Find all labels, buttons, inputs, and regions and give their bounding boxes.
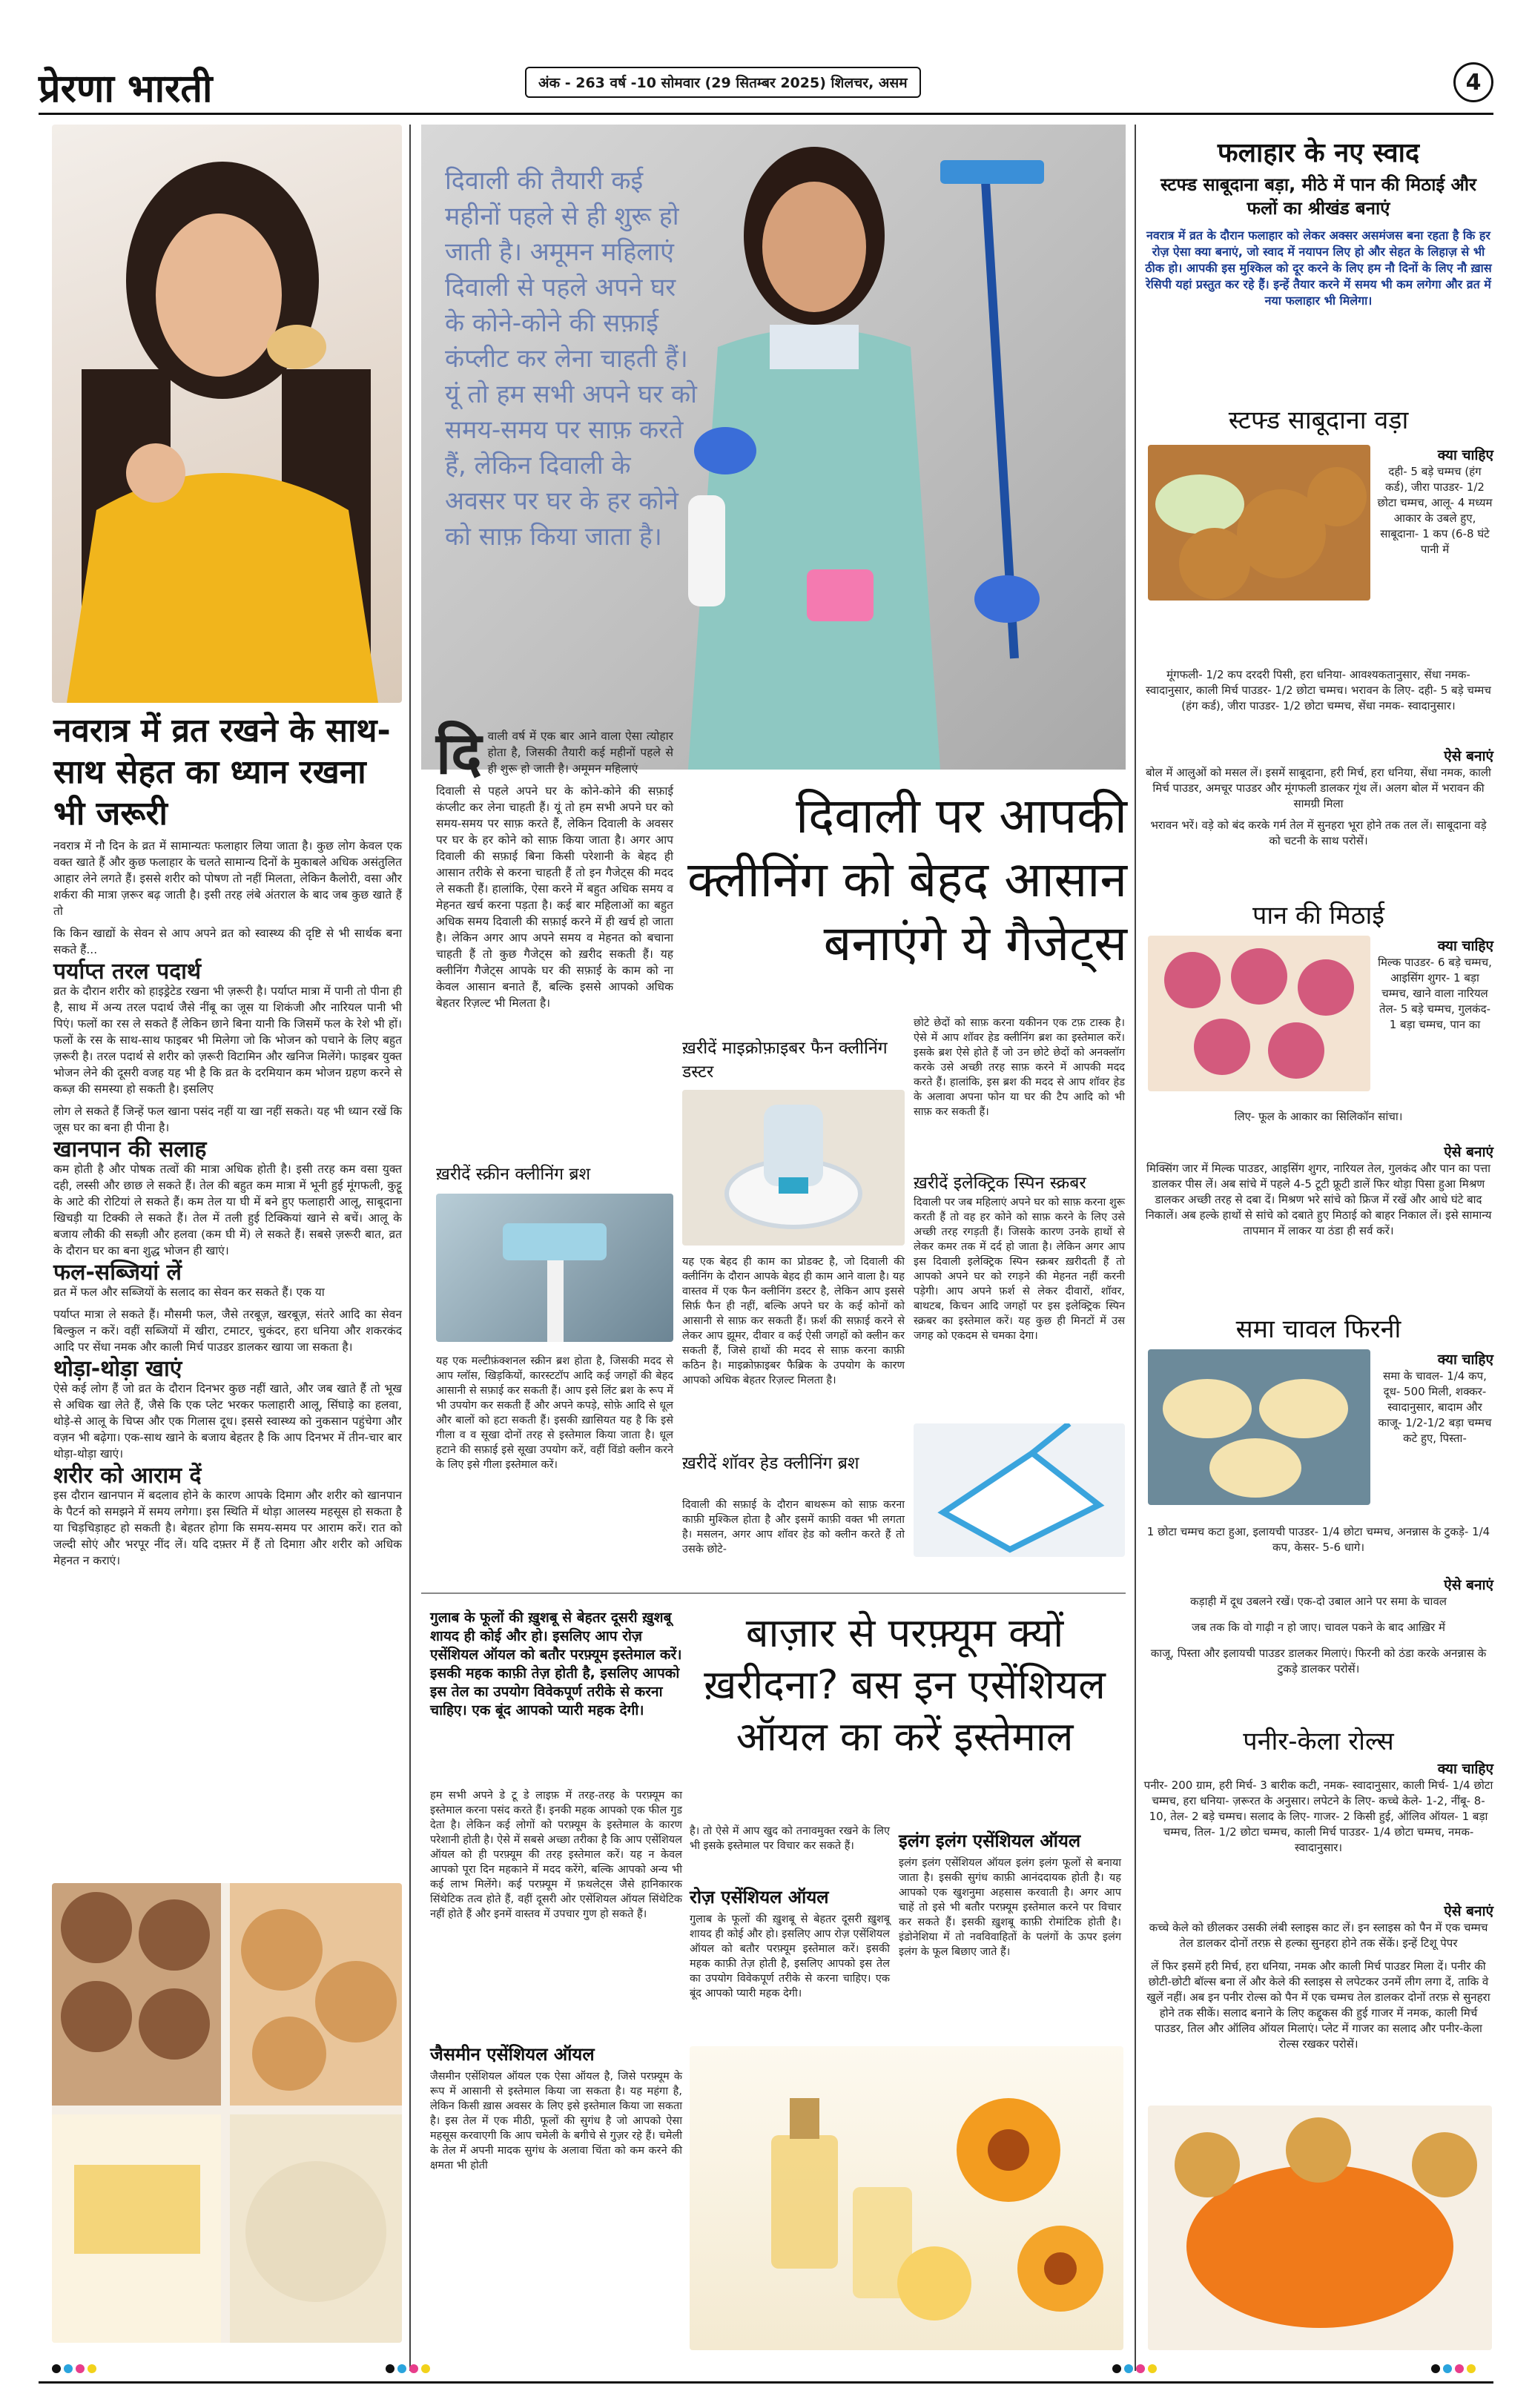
screen-brush-photo <box>436 1194 673 1342</box>
gadget-text: दिवाली पर जब महिलाएं अपने घर को साफ़ करना शुरू करती हैं तो वह हर कोने को साफ़ करने के लिए उसे अच्छी तरह रगड़ती हैं। जिसके कारण उनके हाथों से लेकर कमर तक में दर्द हो जाता है। लेकिन अगर आप इस दिवाली इलेक्ट्रिक स्पिन स्क्रबर ख़रीदती हैं तो आपको अपने घर को रगड़ने की मेहनत नहीं करनी पड़ेगी। आप अपने फ़र्श से लेकर दीवारों, शॉवर, बाथटब, किचन आदि जगहों पर इस इलेक्ट्रिक स्पिन स्क्रबर का इस्तेमाल करें। यह कुछ ही मिनटों में उस जगह को एकदम से चमका देगा। <box>914 1197 1125 1342</box>
recipe-method <box>1143 1572 1493 1677</box>
perfume-intro: हम सभी अपने डे टू डे लाइफ़ में तरह-तरह के परफ़्यूम का इस्तेमाल करना पसंद करते हैं। इनकी महक आपको एक फील गुड देता है। लेकिन कई लोगों को परफ़्यूम के इस्तेमाल के कारण परेशानी होती है। ऐसे में सबसे अच्छा तरीका है कि आप एसेंशियल ऑयल को ही परफ़्यूम की तरह इस्तेमाल करें। यह न केवल आपको पूरा दिन महकाने में मदद करेंगे, बल्कि आपको अन्य भी कई लाभ मिलेंगे। कई परफ़्यूम में फ़थलेट्स जैसे हानिकारक सिंथेटिक तत्व होते हैं, वहीं दूसरी ओर एसेंशियल ऑयल सिंथेटिक नहीं होते हैं और इनमें वास्तव में उपचार गुण हो सकते हैं। <box>430 1790 682 1920</box>
paneer-roll-photo <box>1148 2106 1492 2350</box>
ingredients-text: मिल्क पाउडर- 6 बड़े चम्मच, आइसिंग शुगर- 1 बड़ा चम्मच, खाने वाला नारियल तेल- 5 बड़े चम्मच, गुलकंद- 1 बड़ा चम्मच, पान का <box>1378 956 1492 1031</box>
navratri-headline: नवरात्र में व्रत रखने के साथ-साथ सेहत का ध्यान रखना भी जरूरी <box>53 712 391 833</box>
method-text: बोल में आलुओं को मसल लें। इसमें साबूदाना, हरी मिर्च, हरा धनिया, सेंधा नमक, काली मिर्च पाउडर, अमचूर पाउडर और मूंगफली डालकर गूंथ लें। अलग बोल में भरावन की सामग्री मिला <box>1146 766 1491 810</box>
gadget-text: छोटे छेदों को साफ़ करना यकीनन एक टफ़ टास्क है। ऐसे में आप शॉवर हेड क्लीनिंग ब्रश का इस्तेमाल करें। इसके ब्रश ऐसे होते हैं जो उन छोटे छेदों को अनक्लॉग करके उसे अच्छी तरह साफ़ करने में आपकी मदद करते हैं। हालांकि, इस ब्रश की मदद से आप शॉवर हेड के अलावा अपना फोन या घर की टैप आदि को भी साफ़ कर सकती हैं। <box>914 1017 1125 1118</box>
ylang-section <box>899 1824 1121 1959</box>
method-text: कड़ाही में दूध उबलने रखें। एक-दो उबाल आने पर समा के चावल <box>1190 1595 1447 1608</box>
oil-title: रोज़ एसेंशियल ऑयल <box>690 1887 829 1908</box>
method-text: काजू, पिस्ता और इलायची पाउडर डालकर मिलाएं। फिरनी को ठंडा करके अनन्नास के टुकड़े डालकर परोसें। <box>1150 1647 1487 1676</box>
gadget-title: ख़रीदें स्क्रीन क्लीनिंग ब्रश <box>436 1165 591 1184</box>
footer-color-dots <box>386 2362 433 2376</box>
phalahar-intro: नवरात्र में व्रत के दौरान फलाहार को लेकर अक्सर असमंजस बना रहता है कि हर रोज़ ऐसा क्या बनाएं, जो स्वाद में नयापन लिए हो और सेहत के लिहाज़ से भी ठीक हो। आपकी इस मुश्किल को दूर करने के लिए हम नौ दिनों के लिए नौ ख़ास रेसिपी यहां प्रस्तुत कर रहे हैं। इन्हें तैयार करने में समय भी कम लगेगा और व्रत में नया फलाहार भी मिलेगा। <box>1145 228 1492 308</box>
section-heading: थोड़ा-थोड़ा खाएं <box>53 1356 182 1382</box>
gadget-text: दिवाली की सफ़ाई के दौरान बाथरूम को साफ़ करना काफ़ी मुश्किल होता है और इसमें काफ़ी वक्त भी लगता है। मसलन, अगर आप शॉवर हेड को क्लीन करते हैं तो उसके छोटे- <box>682 1499 905 1555</box>
phalahar-title: फलाहार के नए स्वाद <box>1217 138 1420 168</box>
perfume-headline: बाज़ार से परफ़्यूम क्यों ख़रीदना? बस इन एसेंशियल ऑयल का करें इस्तेमाल <box>704 1610 1106 1760</box>
article-paragraph: दिवाली से पहले अपने घर के कोने-कोने की सफ़ाई कंप्लीट कर लेना चाहती हैं। यूं तो हम सभी अपने घर को समय-समय पर साफ़ करते हैं, लेकिन दिवाली के अवसर पर घर के हर कोने को साफ़ किया जाता है। अगर आप दिवाली की सफ़ाई बिना किसी परेशानी के बेहद ही आसान तरीके से करना चाहती हैं तो इन गैजेट्स की मदद ले सकती हैं। हालांकि, ऐसा करने में बहुत अधिक समय व मेहनत खर्च करना पड़ता है। कई बार महिलाओं का बहुत अधिक समय दिवाली की सफ़ाई करने में ही खर्च हो जाता है। लेकिन अगर आप अपने समय व मेहनत को बचाना चाहती हैं तो कुछ गैजेट्स को ख़रीद सकती हैं। यह क्लीनिंग गैजेट्स आपके घर की सफ़ाई के काम को ना केवल आसान बनाते हैं, बल्कि इससे आपको अधिक बेहतर रिज़ल्ट भी मिलता है। <box>436 784 673 1010</box>
section-heading: खानपान की सलाह <box>53 1137 207 1162</box>
kya-chahiye-label: क्या चाहिए <box>1437 938 1493 954</box>
ingredients-text: मूंगफली- 1/2 कप दरदरी पिसी, हरा धनिया- आवश्यकतानुसार, सेंधा नमक- स्वादानुसार, काली मिर्च पाउडर- 1/2 छोटा चम्मच। भरावन के लिए- दही- 5 बड़े चम्मच (हंग कर्ड), जीरा पाउडर- 1/2 छोटा चम्मच, सेंधा नमक- स्वादानुसार। <box>1146 668 1491 712</box>
gadget-spin-scrubber <box>914 1165 1125 1197</box>
kya-chahiye-label: क्या चाहिए <box>1437 1761 1493 1777</box>
article-paragraph: नवरात्र में नौ दिन के व्रत में सामान्यतः फलाहार लिया जाता है। कुछ लोग केवल एक वक्त खाते हैं और कुछ फलाहार के चलते सामान्य दिनों के मुकाबले अधिक असंतुलित आहार लेने लगते हैं। इससे शरीर को पोषण तो नहीं मिलता, लेकिन कैलोरी, वसा और शर्करा की मात्रा ज़रूर बढ़ जाती है। इसी तरह लंबे अंतराल के बाद जब कुछ खाते हैं तो <box>53 839 402 918</box>
jasmine-section <box>430 2037 682 2173</box>
essential-oil-photo <box>690 2046 1123 2350</box>
recipe-side-ingredients <box>1376 1349 1493 1446</box>
masthead-rule <box>39 113 1493 115</box>
gadget-text: यह एक मल्टीफ़ंक्शनल स्क्रीन ब्रश होता है, जिसकी मदद से आप ग्लॉस, खिड़कियों, कारस्टटॉप आदि कई जगहों की बेहद आसानी से सफ़ाई कर सकती हैं। आप इसे लिंट ब्रश के रूप में भी उपयोग कर सकती हैं और अपने कपड़े, सोफ़े आदि से धूल और बालों को हटा सकती हैं। इसकी ख़ासियत यह है कि इसे गीला व व सूखा दोनों तरह से इस्तेमाल किया जाता है। धूल हटाने की सफ़ाई इसे सूखा उपयोग करें, वहीं विंडो क्लीन करने के लिए इसे गीला इस्तेमाल करें। <box>436 1355 673 1471</box>
article-paragraph: कम होती है और पोषक तत्वों की मात्रा अधिक होती है। इसी तरह कम वसा युक्त दही, लस्सी और छाछ ले सकते हैं। तेल की बहुत कम मात्रा में भूनी हुई मूंगफली, कुट्टू के आटे की रोटियां ले सकते हैं। कम तेल या घी में बने हुए फलाहारी आलू, साबूदाना खिचड़ी या टिक्की ले सकते हैं। तेल में तली हुई टिक्कियां खाने से बचें। आलू के बजाय लौकी की सब्ज़ी और हलवा (कम घी में) ले सकते हैं। सबसे ज़रूरी बात, व्रत के दौरान घर का बना शुद्ध भोजन ही खाएं। <box>53 1162 402 1257</box>
aise-banaen-label: ऐसे बनाएं <box>1444 1903 1493 1919</box>
perfume-mid-text: है। तो ऐसे में आप खुद को तनावमुक्त रखने के लिए भी इसके इस्तेमाल पर विचार कर सकते हैं। <box>690 1825 890 1852</box>
section-divider <box>421 1592 1126 1594</box>
recipe-side-ingredients <box>1376 936 1493 1033</box>
navratri-food-collage <box>52 1883 402 2343</box>
article-paragraph: वाली वर्ष में एक बार आने वाला ऐसा त्योहार होता है, जिसकी तैयारी कई महीनों पहले से ही शुरू हो जाती है। अमूमन महिलाएं <box>487 730 673 775</box>
woman-eating-chips-photo <box>52 125 402 703</box>
recipe-method <box>1143 743 1493 849</box>
recipe-side-ingredients <box>1376 445 1493 558</box>
phalahar-section <box>1143 133 1493 309</box>
article-paragraph: कि किन खाद्यों के सेवन से आप अपने व्रत को स्वास्थ्य की दृष्टि से भी सार्थक बना सकते हैं... <box>53 927 402 956</box>
oil-text: गुलाब के फूलों की ख़ुशबू से बेहतर दूसरी ख़ुशबू शायद ही कोई और हो। इसलिए आप रोज़ एसेंशियल ऑयल को बतौर परफ़्यूम इस्तेमाल करें। इसकी महक काफ़ी तेज़ होती है, इसलिए आपको इस तेल का उपयोग विवेकपूर्ण तरीके से करना चाहिए। एक बूंद आपको प्यारी महक देगी। <box>690 1914 890 2000</box>
mop-photo <box>914 1423 1125 1557</box>
recipe-title: पनीर-केला रोल्स <box>1243 1727 1394 1756</box>
ingredients-text: लिए- फूल के आकार का सिलिकॉन सांचा। <box>1234 1110 1403 1123</box>
article-paragraph: ऐसे कई लोग हैं जो व्रत के दौरान दिनभर कुछ नहीं खाते, और जब खाते हैं तो भूख से अधिक खा लेते हैं, जैसे कि एक प्लेट भरकर फलाहारी आलू, सिंघाड़े का हलवा, थोड़े-से आलू के चिप्स और एक गिलास दूध। इससे स्वास्थ्य को नुकसान पहुंचेगा और वज़न भी बढ़ेगा। एक-साथ खाने के बजाय बेहतर है कि आप दिनभर में तीन-चार बार थोड़ा-थोड़ा खाएं। <box>53 1382 402 1461</box>
phalahar-subtitle: स्टफ्ड साबूदाना बड़ा, मीठे में पान की मिठाई और फलों का श्रीखंड बनाएं <box>1160 174 1476 219</box>
drop-cap: दि <box>436 721 482 787</box>
issue-line: अंक - 263 वर्ष -10 सोमवार (29 सितम्बर 2025) शिलचर, असम <box>525 67 921 98</box>
aise-banaen-label: ऐसे बनाएं <box>1444 1144 1493 1160</box>
aise-banaen-label: ऐसे बनाएं <box>1444 1577 1493 1593</box>
ingredients-text: पनीर- 200 ग्राम, हरी मिर्च- 3 बारीक कटी, नमक- स्वादानुसार, काली मिर्च- 1/4 छोटा चम्मच, हरा धनिया- ज़रूरत के अनुसार। लपेटने के लिए- कच्चे केले- 1-2, नींबू- 8-10, तेल- 2 बड़े चम्मच। सलाद के लिए- गाजर- 2 किसी हुई, ऑलिव ऑयल- 1 बड़ा चम्मच, तिल- 1/2 छोटा चम्मच, काली मिर्च पाउडर- 1/4 छोटा चम्मच, नमक- स्वादानुसार। <box>1143 1779 1493 1854</box>
method-text: लें फिर इसमें हरी मिर्च, हरा धनिया, नमक और काली मिर्च पाउडर मिला दें। पनीर की छोटी-छोटी बॉल्स बना लें और केले की स्लाइस से लपेटकर उनमें लीग लगा दें, ताकि वे खुलें नहीं। अब इन पनीर रोल्स को पैन में एक चम्मच तेल डालकर दोनों तरफ़ से सुनहरा होने तक सीकें। सलाद बनाने के लिए कद्दूकस की हुई गाजर में नमक, काली मिर्च पाउडर, तिल और ऑलिव ऑयल मिलाएं। प्लेट में गाजर का सलाद और पनीर-केला रोल्स रखकर परोसें। <box>1146 1959 1490 2051</box>
page-number: 4 <box>1453 62 1493 102</box>
article-paragraph: व्रत में फल और सब्जियों के सलाद का सेवन कर सकते हैं। एक या <box>53 1286 325 1299</box>
method-text: भरावन भरें। वड़े को बंद करके गर्म तेल में सुनहरा भूरा होने तक तल लें। साबूदाना वड़े को चटनी के साथ परोसें। <box>1150 818 1487 847</box>
ingredients-text: दही- 5 बड़े चम्मच (हंग कर्ड), जीरा पाउडर- 1/2 छोटा चम्मच, आलू- 4 मध्यम आकार के उबले हुए, साबूदाना- 1 कप (6-8 घंटे पानी में <box>1377 465 1493 556</box>
oil-text: जैसमीन एसेंशियल ऑयल एक ऐसा ऑयल है, जिसे परफ़्यूम के रूप में आसानी से इस्तेमाल किया जा सकता है। यह महंगा है, लेकिन किसी ख़ास अवसर के लिए इसे इस्तेमाल किया जा सकता है। इस तेल में एक मीठी, फूलों की सुगंध है जो आपको ऐसा महसूस करवाएगी कि आप चमेली के बगीचे से गुज़र रहे हैं। चमेली के तेल में अपनी मादक सुगंध के अलावा चिंता को कम करने की क्षमता भी होती <box>430 2071 682 2172</box>
newspaper-title: प्रेरणा भारती <box>39 66 213 111</box>
footer-rule <box>39 2381 1493 2384</box>
recipe-title: पान की मिठाई <box>1252 901 1384 930</box>
oil-text: इलंग इलंग एसेंशियल ऑयल इलंग इलंग फूलों से बनाया जाता है। इसकी सुगंध काफ़ी आनंददायक होती है। यह आपको एक खुशनुमा अहसास करवाती है। अगर आप चाहें तो इसे भी बतौर परफ़्यूम इस्तेमाल करने पर विचार कर सकते हैं। इसकी ख़ुशबू काफ़ी रोमांटिक होती है। इंडोनेशिया में तो नवविवाहितों के पलंगों के ऊपर इलंग इलंग के फूल बिछाए जाते हैं। <box>899 1857 1121 1958</box>
gadget-shower-brush <box>682 1446 905 1477</box>
ingredients-text: समा के चावल- 1/4 कप, दूध- 500 मिली, शक्कर- स्वादानुसार, बादाम और काजू- 1/2-1/2 बड़ा चम्मच कटे हुए, पिस्ता- <box>1378 1369 1492 1445</box>
diwali-pull-quote: दिवाली की तैयारी कई महीनों पहले से ही शुरू हो जाती है। अमूमन महिलाएं दिवाली से पहले अपने घर के कोने-कोने की सफ़ाई कंप्लीट कर लेना चाहती हैं। यूं तो हम सभी अपने घर को समय-समय पर साफ़ करते हैं, लेकिन दिवाली के अवसर पर घर के हर कोने को साफ़ किया जाता है। <box>445 166 697 552</box>
section-heading: पर्याप्त तरल पदार्थ <box>53 959 202 985</box>
oil-title: जैसमीन एसेंशियल ऑयल <box>430 2044 595 2065</box>
oil-title: इलंग इलंग एसेंशियल ऑयल <box>899 1830 1081 1851</box>
recipe-title: स्टफ्ड साबूदाना वड़ा <box>1228 406 1409 435</box>
footer-color-dots <box>52 2362 99 2376</box>
paan-sweet-photo <box>1148 936 1370 1091</box>
perfume-sidebar-quote: गुलाब के फूलों की ख़ुशबू से बेहतर दूसरी ख़ुशबू शायद ही कोई और हो। इसलिए आप रोज़ एसेंशियल ऑयल को बतौर परफ़्यूम इस्तेमाल करें। इसकी महक काफ़ी तेज़ होती है, इसलिए आपको इस तेल का उपयोग विवेकपूर्ण तरीके से करना चाहिए। एक बूंद आपको प्यारी महक देगी। <box>430 1610 682 1719</box>
footer-color-dots <box>1112 2362 1160 2376</box>
column-divider <box>409 125 411 2371</box>
gadget-screen-brush <box>436 1157 673 1188</box>
gadget-fan-duster <box>682 1031 905 1085</box>
method-text: कच्चे केले को छीलकर उसकी लंबी स्लाइस काट लें। इन स्लाइस को पैन में एक चम्मच तेल डालकर दोनों तरफ़ से हल्का सुनहरा होने तक सेंकें। इन्हें टिशू पेपर <box>1149 1921 1488 1950</box>
aise-banaen-label: ऐसे बनाएं <box>1444 748 1493 764</box>
section-heading: शरीर को आराम दें <box>53 1463 202 1489</box>
recipe-ingredients <box>1143 1759 1493 1856</box>
kya-chahiye-label: क्या चाहिए <box>1437 447 1493 463</box>
method-text: जब तक कि वो गाढ़ी न हो जाए। चावल पकने के बाद आख़िर में <box>1191 1621 1446 1634</box>
article-paragraph: लोग ले सकते हैं जिन्हें फल खाना पसंद नहीं या खा नहीं सकते। यह भी ध्यान रखें कि जूस घर का बना ही पीना है। <box>53 1105 402 1134</box>
recipe-method <box>1143 1898 1493 2052</box>
recipe-title: समा चावल फिरनी <box>1235 1314 1401 1344</box>
kya-chahiye-label: क्या चाहिए <box>1437 1352 1493 1368</box>
diwali-headline: दिवाली पर आपकी क्लीनिंग को बेहद आसान बनाएंगे ये गैजेट्स <box>687 787 1127 972</box>
method-text: मिक्सिंग जार में मिल्क पाउडर, आइसिंग शुगर, नारियल तेल, गुलकंद और पान का पत्ता डालकर पीस लें। अब सांचे में पहले 4-5 टूटी फ्रूटी डालें फिर थोड़ा पिसा हुआ मिश्रण डालकर अच्छी तरह से दबा दें। मिश्रण भरे सांचे को फ्रिज में रखें और आधे घंटे बाद निकालें। अब हल्के हाथों से सांचे को दबाते हुए मिठाई को बाहर निकाल लें। इसे सामान्य तापमान में लाकर या ठंडा ही सर्व करें। <box>1145 1162 1492 1237</box>
gadget-text: यह एक बेहद ही काम का प्रोडक्ट है, जो दिवाली की क्लीनिंग के दौरान आपके बेहद ही काम आने वाला है। यह वास्तव में एक फैन क्लीनिंग डस्टर है, लेकिन आप इससे सिर्फ़ फैन ही नहीं, बल्कि अपने घर के कई कोनों को आसानी से साफ़ कर सकती हैं। फ़र्श की सफ़ाई करने से लेकर आप झूमर, दीवार व कई ऐसी जगहों को क्लीन कर सकती हैं, जिसे हाथों की मदद से साफ़ करना काफ़ी कठिन है। माइक्रोफ़ाइबर फैब्रिक के उपयोग के कारण आपको अधिक बेहतर रिज़ल्ट मिलता है। <box>682 1256 905 1386</box>
spin-brush-photo <box>682 1090 905 1246</box>
diwali-intro <box>436 721 673 1017</box>
ingredients-text: 1 छोटा चम्मच कटा हुआ, इलायची पाउडर- 1/4 छोटा चम्मच, अनन्नास के टुकड़े- 1/4 कप, केसर- 5-6 धागे। <box>1146 1525 1490 1554</box>
gadget-title: ख़रीदें माइक्रोफ़ाइबर फैन क्लीनिंग डस्टर <box>682 1039 888 1082</box>
footer-color-dots <box>1431 2362 1479 2376</box>
rose-section <box>690 1880 890 2001</box>
sabudana-vada-photo <box>1148 445 1370 601</box>
recipe-method <box>1143 1139 1493 1239</box>
gadget-title: ख़रीदें इलेक्ट्रिक स्पिन स्क्रबर <box>914 1174 1086 1193</box>
navratri-article <box>53 838 402 1575</box>
section-heading: फल-सब्जियां लें <box>53 1260 182 1286</box>
phirni-photo <box>1148 1349 1370 1505</box>
gadget-title: ख़रीदें शॉवर हेड क्लीनिंग ब्रश <box>682 1454 859 1473</box>
column-divider <box>1135 125 1136 2371</box>
article-paragraph: पर्याप्त मात्रा ले सकते हैं। मौसमी फल, जैसे तरबूज़, खरबूज़, संतरे आदि का सेवन बिल्कुल न करें। वहीं सब्जियों में खीरा, टमाटर, चुकंदर, हरा धनिया और शकरकंद आदि पर सेंधा नमक और काली मिर्च पाउडर डालकर खाया जा सकता है। <box>53 1308 402 1354</box>
article-paragraph: इस दौरान खानपान में बदलाव होने के कारण आपके दिमाग और शरीर को खानपान के पैटर्न को समझने में समय लगेगा। इस स्थिति में थोड़ा आलस्य महसूस हो सकता है या चिड़चिड़ाहट हो सकती है। बेहतर होगा कि समय-समय पर आराम करें। रात को जल्दी सोएं और भरपूर नींद लें। यदि दफ़्तर में हैं तो दिमाग़ और शरीर को अधिक मेहनत न कराएं। <box>53 1489 402 1567</box>
article-paragraph: व्रत के दौरान शरीर को हाइड्रेटेड रखना भी ज़रूरी है। पर्याप्त मात्रा में पानी तो पीना ही है, साथ में अन्य तरल पदार्थ जैसे नींबू का जूस या शिकंजी और नारियल पानी भी पिएं। फलों का रस ले सकते हैं लेकिन छाने बिना यानी कि जिसमें फल के रेशे भी हों। फलों के रस के साथ-साथ फाइबर भी मिलेगा जो कि भोजन को पचाने के लिए बहुत ज़रूरी है। तरल पदार्थ से शरीर को ज़रूरी विटामिन और खनिज मिलेंगे। फाइबर युक्त भोजन लेने की दूसरी वजह यह भी है कि व्रत के दरमियान कम भोजन ग्रहण करने से कब्ज़ की समस्या हो सकती है। इसलिए <box>53 985 402 1096</box>
